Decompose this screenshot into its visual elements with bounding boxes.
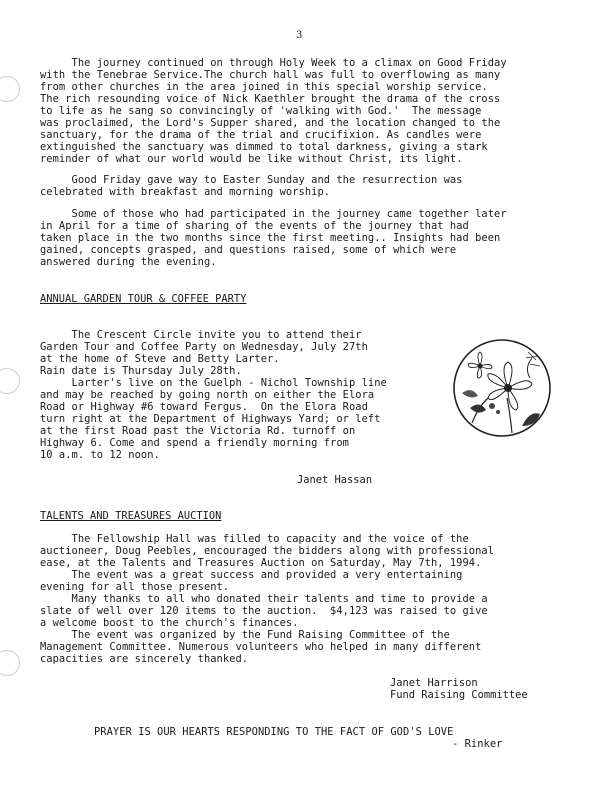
holy-week-line: was proclaimed, the Lord's Supper shared, and the location changed to the bbox=[40, 117, 501, 129]
easter-line: celebrated with breakfast and morning worship. bbox=[40, 186, 331, 198]
hole-punch-mark bbox=[0, 368, 20, 394]
flower-illustration-icon bbox=[452, 338, 552, 438]
garden-tour-line: The Crescent Circle invite you to attend their bbox=[40, 329, 362, 341]
garden-tour-line: and may be reached by going north on either the Elora bbox=[40, 389, 375, 401]
garden-tour-line: Road or Highway #6 toward Fergus. On the Elora Road bbox=[40, 401, 368, 413]
auction-signature-title: Fund Raising Committee bbox=[390, 689, 528, 701]
auction-line: a welcome boost to the church's finances. bbox=[40, 617, 299, 629]
hole-punch-mark bbox=[0, 650, 20, 676]
holy-week-line: from other churches in the area joined in this special worship service. bbox=[40, 81, 488, 93]
garden-tour-line: at the home of Steve and Betty Larter. bbox=[40, 353, 280, 365]
auction-line: The Fellowship Hall was filled to capacity and the voice of the bbox=[40, 533, 469, 545]
sharing-line: gained, concepts grasped, and questions raised, some of which were bbox=[40, 244, 457, 256]
page-number: 3 bbox=[296, 30, 303, 41]
auction-line: ease, at the Talents and Treasures Auction on Saturday, May 7th, 1994. bbox=[40, 557, 482, 569]
holy-week-line: with the Tenebrae Service.The church hall was full to overflowing as many bbox=[40, 69, 501, 81]
garden-tour-line: Highway 6. Come and spend a friendly morning from bbox=[40, 437, 349, 449]
easter-line: Good Friday gave way to Easter Sunday and the resurrection was bbox=[40, 174, 463, 186]
sharing-line: in April for a time of sharing of the events of the journey that had bbox=[40, 220, 469, 232]
garden-tour-signature: Janet Hassan bbox=[297, 474, 373, 486]
holy-week-line: The journey continued on through Holy Week to a climax on Good Friday bbox=[40, 57, 507, 69]
holy-week-line: sanctuary, for the drama of the trial and crucifixion. As candles were bbox=[40, 129, 482, 141]
hole-punch-mark bbox=[0, 76, 20, 102]
garden-tour-line: Garden Tour and Coffee Party on Wednesday, July 27th bbox=[40, 341, 368, 353]
auction-line: The event was organized by the Fund Raising Committee of the bbox=[40, 629, 450, 641]
holy-week-line: The rich resounding voice of Nick Kaethler brought the drama of the cross bbox=[40, 93, 501, 105]
auction-heading: TALENTS AND TREASURES AUCTION bbox=[40, 510, 222, 522]
garden-tour-line: turn right at the Department of Highways Yard; or left bbox=[40, 413, 381, 425]
garden-tour-line: Larter's live on the Guelph - Nichol Township line bbox=[40, 377, 387, 389]
auction-line: The event was a great success and provided a very entertaining bbox=[40, 569, 463, 581]
holy-week-line: extinguished the sanctuary was dimmed to total darkness, giving a stark bbox=[40, 141, 488, 153]
closing-quote: PRAYER IS OUR HEARTS RESPONDING TO THE FACT OF GOD'S LOVE bbox=[94, 726, 454, 738]
garden-tour-line: 10 a.m. to 12 noon. bbox=[40, 449, 160, 461]
garden-tour-line: at the first Road past the Victoria Rd. turnoff on bbox=[40, 425, 356, 437]
auction-line: capacities are sincerely thanked. bbox=[40, 653, 249, 665]
quote-attribution: - Rinker bbox=[452, 738, 503, 750]
garden-tour-line: Rain date is Thursday July 28th. bbox=[40, 365, 242, 377]
auction-line: evening for all those present. bbox=[40, 581, 230, 593]
sharing-line: answered during the evening. bbox=[40, 256, 217, 268]
holy-week-line: reminder of what our world would be like without Christ, its light. bbox=[40, 153, 463, 165]
garden-tour-heading: ANNUAL GARDEN TOUR & COFFEE PARTY bbox=[40, 293, 247, 305]
auction-line: slate of well over 120 items to the auction. $4,123 was raised to give bbox=[40, 605, 488, 617]
auction-signature-name: Janet Harrison bbox=[390, 677, 478, 689]
auction-line: Management Committee. Numerous volunteers who helped in many different bbox=[40, 641, 482, 653]
auction-line: Many thanks to all who donated their talents and time to provide a bbox=[40, 593, 488, 605]
auction-line: auctioneer, Doug Peebles, encouraged the bidders along with professional bbox=[40, 545, 495, 557]
holy-week-line: to life as he sang so convincingly of 'walking with God.' The message bbox=[40, 105, 482, 117]
sharing-line: taken place in the two months since the first meeting.. Insights had been bbox=[40, 232, 501, 244]
sharing-line: Some of those who had participated in the journey came together later bbox=[40, 208, 507, 220]
